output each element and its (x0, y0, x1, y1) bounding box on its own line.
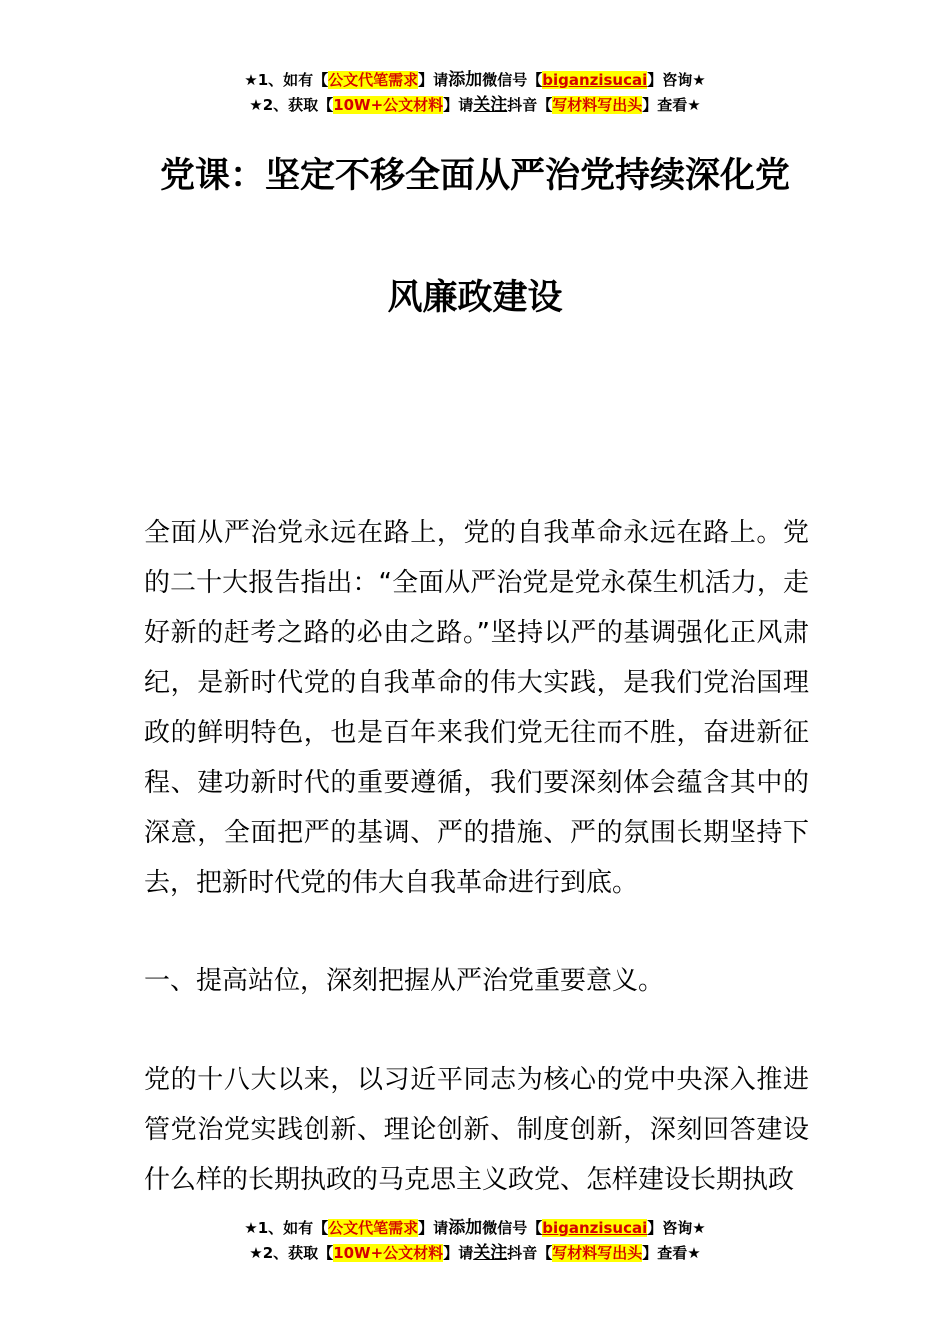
banner-text: 】请 (443, 1244, 474, 1262)
banner-line-2 (0, 93, 950, 118)
wechat-id: biganzisucai (542, 71, 648, 89)
highlight-text: 10W+公文材料 (333, 1244, 444, 1262)
footer-banner (0, 1216, 950, 1266)
banner-text: 】请 (418, 1219, 449, 1237)
section-heading-1: 一、提高站位，深刻把握从严治党重要意义。 (144, 966, 665, 996)
document-title-line-1: 党课：坚定不移全面从严治党持续深化党 (159, 156, 790, 196)
highlight-text: 公文代笔需求 (328, 71, 419, 89)
banner-text: 关注 (473, 1243, 508, 1263)
paragraph-intro: 全面从严治党永远在路上，党的自我革命永远在路上。党的二十大报告指出：“全面从严治党是党永葆生机活力，走好新的赶考之路的必由之路。”坚持以严的基调强化正风肃纪，是新时代党的自我革命的伟大实践，是我们党治国理政的鲜明特色，也是百年来我们党无往而不胜，奋进新征程、建功新时代的重要遵循，我们要深刻体会蕴含其中的深意，全面把严的基调、严的措施、严的氛围长期坚持下去，把新时代党的伟大自我革命进行到底。 (144, 518, 809, 898)
highlight-text: 10W+公文材料 (333, 96, 444, 114)
banner-text: 添加 (448, 70, 483, 90)
highlight-text: 写材料写出头 (552, 1244, 643, 1262)
banner-text: ★1、如有【 (244, 1219, 329, 1237)
banner-line-1 (0, 1216, 950, 1241)
banner-text: 】请 (443, 96, 474, 114)
banner-line-1 (0, 68, 950, 93)
banner-text: ★2、获取【 (249, 96, 334, 114)
highlight-text: 写材料写出头 (552, 96, 643, 114)
paragraph-section-1: 党的十八大以来，以习近平同志为核心的党中央深入推进管党治党实践创新、理论创新、制度创新，深刻回答建设什么样的长期执政的马克思主义政党、怎样建设长期执政 (144, 1065, 809, 1195)
header-banner (0, 68, 950, 118)
document-title-line-2: 风廉政建设 (387, 278, 563, 318)
banner-text: 】请 (418, 71, 449, 89)
banner-text: 】咨询★ (647, 1219, 706, 1237)
banner-text: 】查看★ (642, 96, 701, 114)
banner-text: 抖音【 (507, 1244, 553, 1262)
banner-text: 抖音【 (507, 96, 553, 114)
banner-text: ★2、获取【 (249, 1244, 334, 1262)
banner-text: 】查看★ (642, 1244, 701, 1262)
highlight-text: 公文代笔需求 (328, 1219, 419, 1237)
banner-text: 关注 (473, 95, 508, 115)
banner-line-2 (0, 1241, 950, 1266)
wechat-id: biganzisucai (542, 1219, 648, 1237)
banner-text: 微信号【 (482, 71, 543, 89)
banner-text: ★1、如有【 (244, 71, 329, 89)
banner-text: 微信号【 (482, 1219, 543, 1237)
banner-text: 添加 (448, 1218, 483, 1238)
banner-text: 】咨询★ (647, 71, 706, 89)
